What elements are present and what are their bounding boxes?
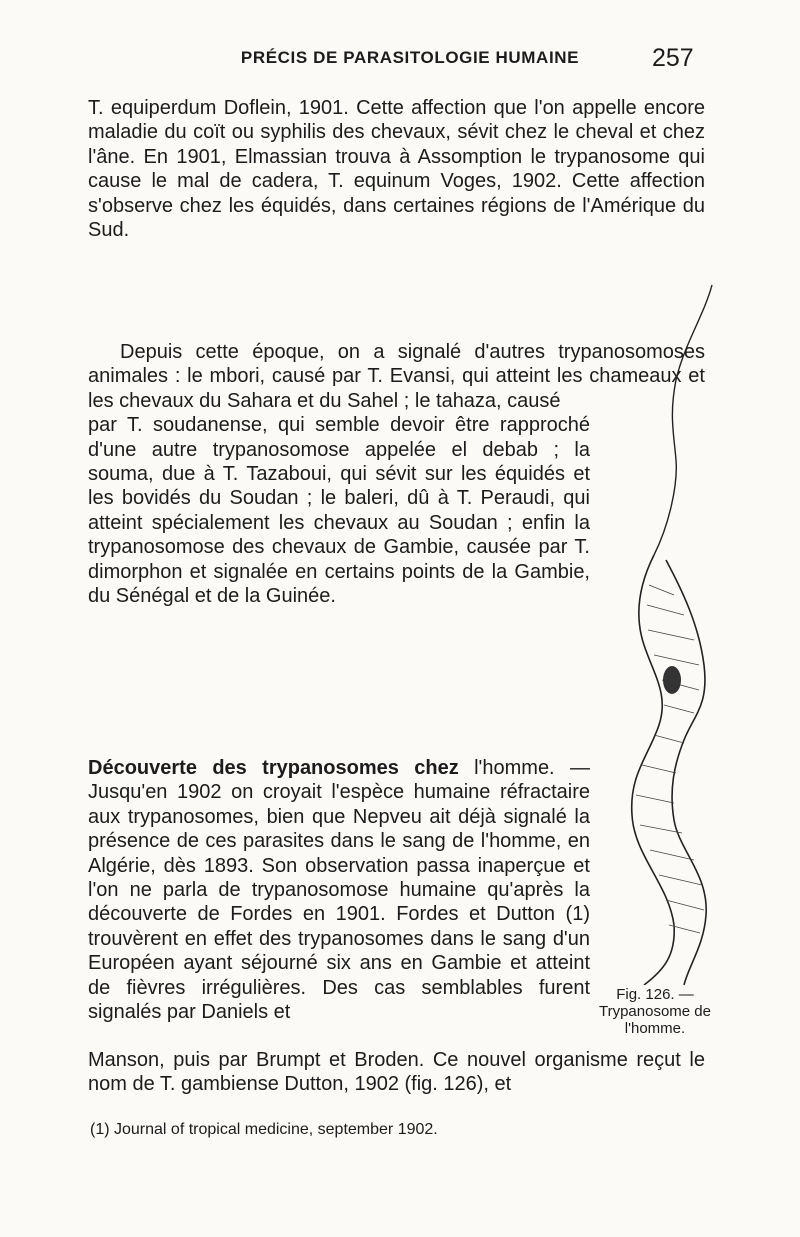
paragraph-trypanosomoses-part-2: par T. soudanense, qui semble devoir être rapproché d'une autre trypanosomose appelée el debab ; la souma, due à T. Tazaboui, qui sévit sur les équidés et les bovidés du Soudan ; le baleri, dû à T. Peraudi, qui atteint spécialement les chevaux au Soudan ; enfin la trypanosomose des chevaux de Gambie, causée par T. dimorphon et signalée en certains points de la Gambie, du Sénégal et de la Guinée.	[88, 414, 590, 608]
paragraph-trypanosomoses-part-1: Depuis cette époque, on a signalé d'autres trypanosomoses animales : le mbori, causé par T. Evansi, qui atteint les chameaux et les chevaux du Sahara et du Sahel ; le tahaza, causé	[88, 341, 705, 412]
trypanosome-cytoplasm-hatching	[636, 585, 704, 933]
paragraph-discovery	[88, 756, 590, 1024]
figure-caption: Fig. 126. — Trypanosome de l'homme.	[598, 986, 711, 1037]
paragraph-gambiense: Manson, puis par Brumpt et Broden. Ce nouvel organisme reçut le nom de T. gambiense Dutton, 1902 (fig. 126), et	[88, 1049, 705, 1096]
page-number: 257	[652, 44, 694, 72]
trypanosome-body-right	[666, 560, 706, 985]
paragraph-equiperdum: T. equiperdum Doflein, 1901. Cette affection que l'on appelle encore maladie du coït ou syphilis des chevaux, sévit chez le cheval et chez l'âne. En 1901, Elmassian trouva à Assomption le trypanosome qui cause le mal de cadera, T. equinum Voges, 1902. Cette affection s'observe chez les équidés, dans certaines régions de l'Amérique du Sud.	[88, 97, 705, 242]
running-title: PRÉCIS DE PARASITOLOGIE HUMAINE	[240, 48, 580, 67]
trypanosome-flagellum	[654, 285, 712, 555]
footnote: (1) Journal of tropical medicine, september 1902.	[90, 1121, 438, 1138]
section-heading: Découverte des trypanosomes chez	[88, 757, 459, 779]
trypanosome-body-left	[632, 555, 675, 985]
paragraph-discovery-text: l'homme. — Jusqu'en 1902 on croyait l'espèce humaine réfractaire aux trypanosomes, bien que Nepveu ait déjà signalé la présence de ces parasites dans le sang de l'homme, en Algérie, dès 1893. Son observation passa inaperçue et l'on ne parla de trypanosomose humaine qu'après la découverte de Fordes en 1901. Fordes et Dutton (1) trouvèrent en effet des trypanosomes dans le sang d'un Européen ayant séjourné six ans en Gambie et atteint de fièvres irrégulières. Des cas semblables furent signalés par Daniels et	[88, 757, 590, 1024]
running-header	[0, 44, 800, 74]
trypanosome-figure	[614, 285, 714, 985]
trypanosome-nucleus	[663, 666, 681, 694]
paragraph-trypanosomoses	[88, 340, 705, 608]
